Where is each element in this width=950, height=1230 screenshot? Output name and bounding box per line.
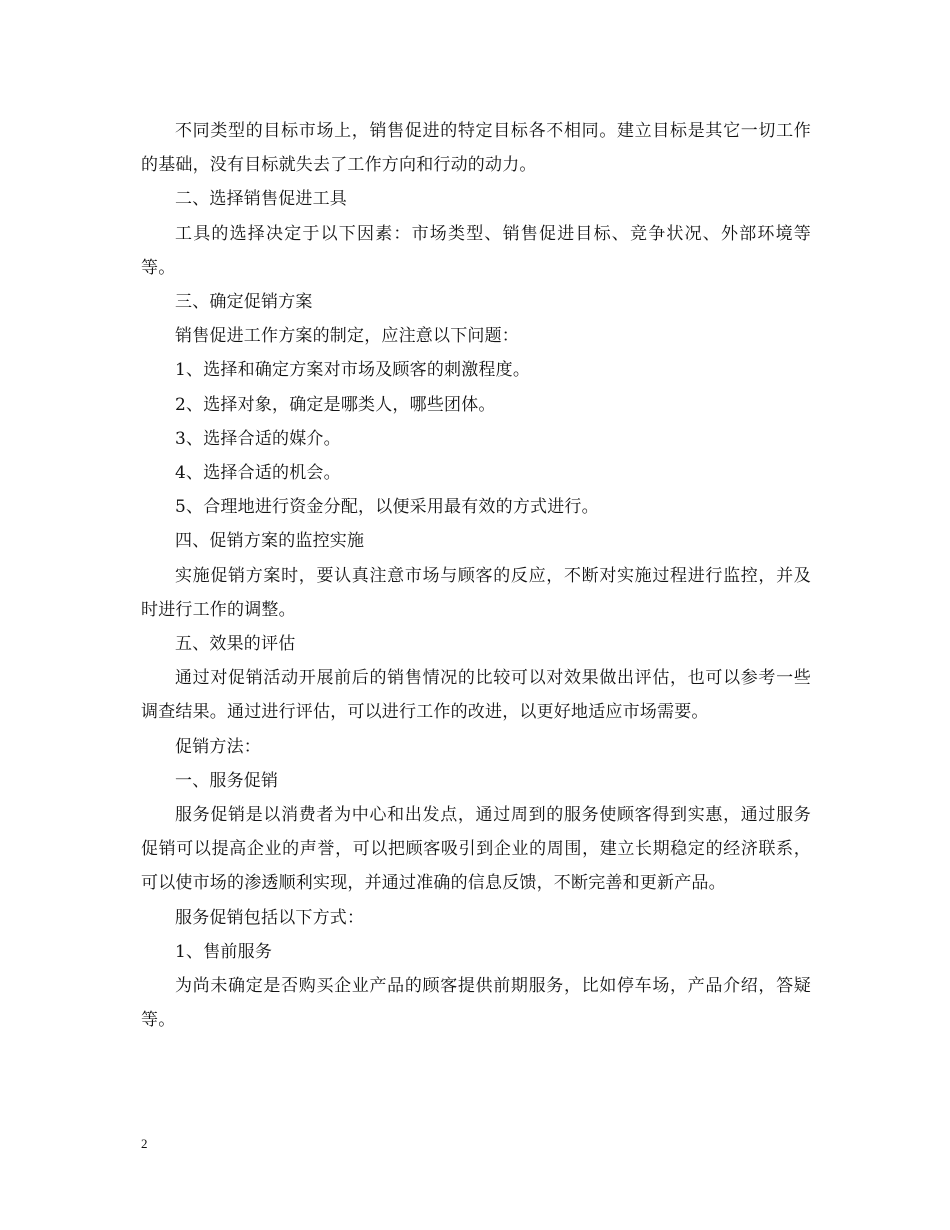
document-body [141, 114, 811, 1037]
heading-evaluation: 五、效果的评估 [175, 634, 296, 655]
heading-select-tools: 二、选择销售促进工具 [175, 189, 347, 210]
heading-methods: 促销方法： [175, 736, 261, 757]
heading-monitor: 四、促销方案的监控实施 [175, 531, 365, 552]
page-number: 2 [141, 1136, 148, 1151]
paragraph-presale: 为尚未确定是否购买企业产品的顾客提供前期服务，比如停车场，产品介绍，答疑等。 [141, 976, 811, 1031]
heading-determine-plan: 三、确定促销方案 [175, 292, 313, 313]
paragraph-monitor: 实施促销方案时，要认真注意市场与顾客的反应，不断对实施过程进行监控，并及时进行工作的调整。 [141, 565, 811, 620]
list-item-timing: 4、选择合适的机会。 [175, 463, 341, 484]
paragraph-plan-issues: 销售促进工作方案的制定，应注意以下问题： [175, 326, 519, 347]
paragraph-service-promotion: 服务促销是以消费者为中心和出发点，通过周到的服务使顾客得到实惠，通过服务促销可以提高企业的声誉，可以把顾客吸引到企业的周围，建立长期稳定的经济联系，可以使市场的渗透顺利实现，并通过准确的信息反馈，不断完善和更新产品。 [141, 805, 811, 894]
list-item-presale: 1、售前服务 [175, 941, 273, 962]
list-item-budget: 5、合理地进行资金分配，以便采用最有效的方式进行。 [175, 497, 599, 518]
paragraph-service-types: 服务促销包括以下方式： [175, 907, 365, 928]
heading-service-promotion: 一、服务促销 [175, 770, 279, 791]
list-item-media: 3、选择合适的媒介。 [175, 428, 341, 449]
paragraph-evaluation: 通过对促销活动开展前后的销售情况的比较可以对效果做出评估，也可以参考一些调查结果。通过进行评估，可以进行工作的改进，以更好地适应市场需要。 [141, 668, 811, 723]
list-item-stimulus: 1、选择和确定方案对市场及顾客的刺激程度。 [175, 360, 531, 381]
list-item-target: 2、选择对象，确定是哪类人，哪些团体。 [175, 394, 496, 415]
paragraph-goal-basis: 不同类型的目标市场上，销售促进的特定目标各不相同。建立目标是其它一切工作的基础，没有目标就失去了工作方向和行动的动力。 [141, 121, 811, 176]
paragraph-tool-factors: 工具的选择决定于以下因素：市场类型、销售促进目标、竞争状况、外部环境等等。 [141, 223, 811, 278]
